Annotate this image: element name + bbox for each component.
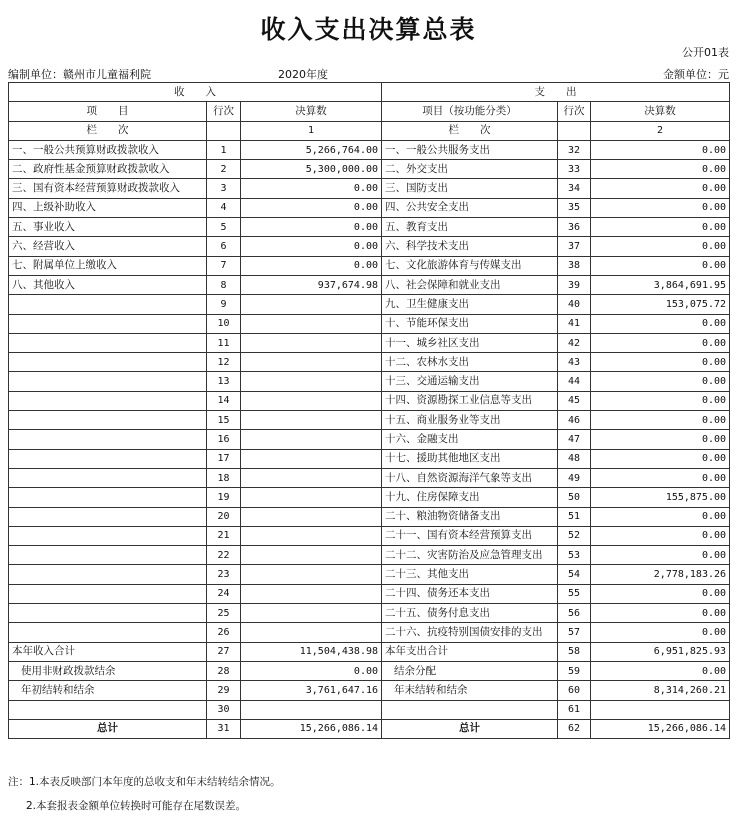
expense-row-no: 49 <box>558 468 591 487</box>
income-row-no: 28 <box>207 661 241 680</box>
expense-row-no: 41 <box>558 314 591 333</box>
income-row-no: 11 <box>207 333 241 352</box>
expense-amount: 8,314,260.21 <box>591 681 730 700</box>
expense-amount: 0.00 <box>591 411 730 430</box>
expense-amount: 0.00 <box>591 333 730 352</box>
budget-table <box>8 82 730 739</box>
expense-amount <box>591 700 730 719</box>
table-row <box>9 295 730 314</box>
income-amount <box>241 507 382 526</box>
expense-section-header: 支 出 <box>382 83 730 102</box>
income-amount <box>241 584 382 603</box>
expense-amount: 0.00 <box>591 160 730 179</box>
income-item: 二、政府性基金预算财政拨款收入 <box>9 160 207 179</box>
amount-unit: 金额单位：元 <box>663 68 729 81</box>
income-item <box>9 391 207 410</box>
income-amount <box>241 546 382 565</box>
income-amount <box>241 526 382 545</box>
expense-item: 十五、商业服务业等支出 <box>382 411 558 430</box>
expense-amount: 0.00 <box>591 546 730 565</box>
income-amount <box>241 372 382 391</box>
expense-amount: 155,875.00 <box>591 488 730 507</box>
income-amount <box>241 391 382 410</box>
income-row-no: 20 <box>207 507 241 526</box>
expense-amount: 3,864,691.95 <box>591 275 730 294</box>
expense-item: 结余分配 <box>382 661 558 680</box>
income-item: 八、其他收入 <box>9 275 207 294</box>
expense-amount: 0.00 <box>591 198 730 217</box>
expense-amount: 0.00 <box>591 179 730 198</box>
table-row <box>9 681 730 700</box>
income-amount <box>241 353 382 372</box>
expense-row-no: 50 <box>558 488 591 507</box>
expense-row-no: 38 <box>558 256 591 275</box>
income-section-header: 收 入 <box>9 83 382 102</box>
expense-amount: 0.00 <box>591 526 730 545</box>
expense-row-no: 33 <box>558 160 591 179</box>
income-row-no: 7 <box>207 256 241 275</box>
total-row <box>9 719 730 738</box>
expense-amount: 0.00 <box>591 604 730 623</box>
expense-amount-header: 决算数 <box>591 102 730 121</box>
income-item <box>9 700 207 719</box>
expense-item: 二十六、抗疫特别国债安排的支出 <box>382 623 558 642</box>
income-amount <box>241 604 382 623</box>
income-amount: 15,266,086.14 <box>241 719 382 738</box>
expense-row-no: 39 <box>558 275 591 294</box>
table-row <box>9 160 730 179</box>
expense-amount: 0.00 <box>591 218 730 237</box>
expense-item: 本年支出合计 <box>382 642 558 661</box>
expense-item: 八、社会保障和就业支出 <box>382 275 558 294</box>
expense-item: 二十一、国有资本经营预算支出 <box>382 526 558 545</box>
income-item: 本年收入合计 <box>9 642 207 661</box>
income-row-no: 4 <box>207 198 241 217</box>
income-item <box>9 584 207 603</box>
footnote-1: 注：1.本表反映部门本年度的总收支和年末结转结余情况。 <box>8 776 281 788</box>
expense-amount: 6,951,825.93 <box>591 642 730 661</box>
expense-item: 二十五、债务付息支出 <box>382 604 558 623</box>
income-row-no: 3 <box>207 179 241 198</box>
expense-row-no: 34 <box>558 179 591 198</box>
expense-row-no: 46 <box>558 411 591 430</box>
income-col-label: 栏 次 <box>9 121 207 140</box>
expense-row-no: 51 <box>558 507 591 526</box>
income-row-no: 25 <box>207 604 241 623</box>
income-item-header: 项 目 <box>9 102 207 121</box>
income-item <box>9 333 207 352</box>
table-row <box>9 237 730 256</box>
expense-item: 十九、住房保障支出 <box>382 488 558 507</box>
income-item <box>9 449 207 468</box>
income-item: 六、经营收入 <box>9 237 207 256</box>
income-amount <box>241 333 382 352</box>
expense-row-no: 54 <box>558 565 591 584</box>
income-row-no: 31 <box>207 719 241 738</box>
income-item: 总计 <box>9 719 207 738</box>
income-item <box>9 372 207 391</box>
income-item <box>9 623 207 642</box>
expense-item: 十六、金融支出 <box>382 430 558 449</box>
income-row-no: 9 <box>207 295 241 314</box>
expense-row-no: 62 <box>558 719 591 738</box>
table-row <box>9 546 730 565</box>
table-row <box>9 661 730 680</box>
expense-row-no: 42 <box>558 333 591 352</box>
table-row <box>9 275 730 294</box>
expense-item: 年末结转和结余 <box>382 681 558 700</box>
table-row <box>9 526 730 545</box>
expense-row-no: 60 <box>558 681 591 700</box>
expense-row-no: 56 <box>558 604 591 623</box>
income-item <box>9 430 207 449</box>
expense-row-no: 32 <box>558 140 591 159</box>
income-row-no: 14 <box>207 391 241 410</box>
expense-item: 十四、资源勘探工业信息等支出 <box>382 391 558 410</box>
income-item: 七、附属单位上缴收入 <box>9 256 207 275</box>
expense-row-no: 40 <box>558 295 591 314</box>
section-header-row <box>9 83 730 102</box>
income-amount <box>241 468 382 487</box>
expense-amount: 0.00 <box>591 468 730 487</box>
income-row-no: 1 <box>207 140 241 159</box>
income-item <box>9 604 207 623</box>
table-row <box>9 314 730 333</box>
income-row-no: 30 <box>207 700 241 719</box>
expense-row-no: 45 <box>558 391 591 410</box>
table-row <box>9 468 730 487</box>
table-row <box>9 507 730 526</box>
footnotes <box>8 770 281 818</box>
table-row <box>9 198 730 217</box>
table-row <box>9 700 730 719</box>
income-amount: 0.00 <box>241 661 382 680</box>
table-row <box>9 488 730 507</box>
expense-amount: 15,266,086.14 <box>591 719 730 738</box>
income-amount <box>241 295 382 314</box>
income-amount: 0.00 <box>241 179 382 198</box>
expense-item: 七、文化旅游体育与传媒支出 <box>382 256 558 275</box>
income-amount <box>241 411 382 430</box>
table-row <box>9 140 730 159</box>
expense-amount: 0.00 <box>591 237 730 256</box>
income-amount-index: 1 <box>241 121 382 140</box>
expense-item: 十七、援助其他地区支出 <box>382 449 558 468</box>
income-amount: 937,674.98 <box>241 275 382 294</box>
expense-amount: 0.00 <box>591 314 730 333</box>
expense-item: 十、节能环保支出 <box>382 314 558 333</box>
income-item <box>9 488 207 507</box>
form-code: 公开01表 <box>682 46 729 59</box>
income-item <box>9 314 207 333</box>
income-item: 四、上级补助收入 <box>9 198 207 217</box>
income-amount <box>241 449 382 468</box>
table-row <box>9 391 730 410</box>
income-item <box>9 526 207 545</box>
expense-col-label: 栏 次 <box>382 121 558 140</box>
income-amount: 0.00 <box>241 198 382 217</box>
income-amount <box>241 488 382 507</box>
table-row <box>9 218 730 237</box>
expense-row-no: 57 <box>558 623 591 642</box>
expense-row-no: 37 <box>558 237 591 256</box>
income-amount <box>241 700 382 719</box>
expense-row-no: 58 <box>558 642 591 661</box>
income-amount <box>241 430 382 449</box>
expense-amount: 153,075.72 <box>591 295 730 314</box>
table-row <box>9 604 730 623</box>
table-row <box>9 372 730 391</box>
expense-item: 十三、交通运输支出 <box>382 372 558 391</box>
expense-row-no: 35 <box>558 198 591 217</box>
income-row-no: 23 <box>207 565 241 584</box>
table-row <box>9 642 730 661</box>
income-row-no: 22 <box>207 546 241 565</box>
expense-item: 九、卫生健康支出 <box>382 295 558 314</box>
expense-row-no: 44 <box>558 372 591 391</box>
page-title: 收入支出决算总表 <box>260 15 477 44</box>
income-item <box>9 565 207 584</box>
income-item <box>9 295 207 314</box>
expense-item: 二十四、债务还本支出 <box>382 584 558 603</box>
income-row-no: 12 <box>207 353 241 372</box>
table-row <box>9 584 730 603</box>
expense-item: 二十二、灾害防治及应急管理支出 <box>382 546 558 565</box>
expense-row-no: 52 <box>558 526 591 545</box>
income-amount: 0.00 <box>241 256 382 275</box>
income-amount: 3,761,647.16 <box>241 681 382 700</box>
table-row <box>9 179 730 198</box>
expense-row-no: 43 <box>558 353 591 372</box>
income-item: 五、事业收入 <box>9 218 207 237</box>
table-row <box>9 353 730 372</box>
income-item <box>9 468 207 487</box>
expense-amount: 2,778,183.26 <box>591 565 730 584</box>
expense-amount: 0.00 <box>591 430 730 449</box>
income-amount: 5,266,764.00 <box>241 140 382 159</box>
expense-row-no: 48 <box>558 449 591 468</box>
table-row <box>9 333 730 352</box>
income-amount: 0.00 <box>241 218 382 237</box>
table-row <box>9 430 730 449</box>
income-row-no: 15 <box>207 411 241 430</box>
expense-amount: 0.00 <box>591 623 730 642</box>
expense-rowno-header: 行次 <box>558 102 591 121</box>
expense-row-no: 36 <box>558 218 591 237</box>
expense-row-no: 61 <box>558 700 591 719</box>
income-rowno-header: 行次 <box>207 102 241 121</box>
expense-amount: 0.00 <box>591 584 730 603</box>
income-row-no: 19 <box>207 488 241 507</box>
column-header-row <box>9 102 730 121</box>
income-row-no: 10 <box>207 314 241 333</box>
income-item <box>9 507 207 526</box>
expense-item: 六、科学技术支出 <box>382 237 558 256</box>
income-row-no: 5 <box>207 218 241 237</box>
expense-amount: 0.00 <box>591 391 730 410</box>
income-amount <box>241 314 382 333</box>
income-amount: 11,504,438.98 <box>241 642 382 661</box>
footnote-2: 2.本套报表金额单位转换时可能存在尾数误差。 <box>26 800 247 812</box>
expense-amount: 0.00 <box>591 449 730 468</box>
expense-item <box>382 700 558 719</box>
income-item <box>9 411 207 430</box>
income-row-no: 16 <box>207 430 241 449</box>
income-amount: 5,300,000.00 <box>241 160 382 179</box>
income-amount-header: 决算数 <box>241 102 382 121</box>
income-item <box>9 546 207 565</box>
income-row-no: 13 <box>207 372 241 391</box>
expense-item: 总计 <box>382 719 558 738</box>
income-row-no: 17 <box>207 449 241 468</box>
income-amount: 0.00 <box>241 237 382 256</box>
expense-row-no: 47 <box>558 430 591 449</box>
expense-item: 二、外交支出 <box>382 160 558 179</box>
income-row-no: 24 <box>207 584 241 603</box>
expense-item-header: 项目（按功能分类） <box>382 102 558 121</box>
expense-row-no: 59 <box>558 661 591 680</box>
income-item <box>9 353 207 372</box>
income-row-no: 18 <box>207 468 241 487</box>
income-item: 年初结转和结余 <box>9 681 207 700</box>
income-item: 使用非财政拨款结余 <box>9 661 207 680</box>
table-row <box>9 411 730 430</box>
income-item: 一、一般公共预算财政拨款收入 <box>9 140 207 159</box>
fiscal-year: 2020年度 <box>278 68 328 81</box>
income-row-no: 26 <box>207 623 241 642</box>
table-row <box>9 256 730 275</box>
expense-item: 五、教育支出 <box>382 218 558 237</box>
expense-row-no: 55 <box>558 584 591 603</box>
income-row-no: 2 <box>207 160 241 179</box>
expense-item: 十二、农林水支出 <box>382 353 558 372</box>
table-row <box>9 565 730 584</box>
expense-rowno-index <box>558 121 591 140</box>
meta-row <box>8 66 729 82</box>
income-amount <box>241 623 382 642</box>
expense-amount: 0.00 <box>591 353 730 372</box>
table-row <box>9 449 730 468</box>
expense-amount: 0.00 <box>591 372 730 391</box>
expense-item: 一、一般公共服务支出 <box>382 140 558 159</box>
income-row-no: 6 <box>207 237 241 256</box>
expense-item: 三、国防支出 <box>382 179 558 198</box>
column-index-row <box>9 121 730 140</box>
table-row <box>9 623 730 642</box>
income-row-no: 29 <box>207 681 241 700</box>
expense-item: 十八、自然资源海洋气象等支出 <box>382 468 558 487</box>
expense-item: 二十、粮油物资储备支出 <box>382 507 558 526</box>
table-body <box>9 140 730 738</box>
income-row-no: 8 <box>207 275 241 294</box>
expense-item: 十一、城乡社区支出 <box>382 333 558 352</box>
expense-amount: 0.00 <box>591 507 730 526</box>
expense-amount: 0.00 <box>591 661 730 680</box>
expense-amount: 0.00 <box>591 140 730 159</box>
expense-item: 二十三、其他支出 <box>382 565 558 584</box>
income-row-no: 27 <box>207 642 241 661</box>
expense-row-no: 53 <box>558 546 591 565</box>
expense-item: 四、公共安全支出 <box>382 198 558 217</box>
income-item: 三、国有资本经营预算财政拨款收入 <box>9 179 207 198</box>
income-amount <box>241 565 382 584</box>
income-row-no: 21 <box>207 526 241 545</box>
expense-amount: 0.00 <box>591 256 730 275</box>
reporting-unit: 编制单位：赣州市儿童福利院 <box>8 68 151 81</box>
expense-amount-index: 2 <box>591 121 730 140</box>
income-rowno-index <box>207 121 241 140</box>
